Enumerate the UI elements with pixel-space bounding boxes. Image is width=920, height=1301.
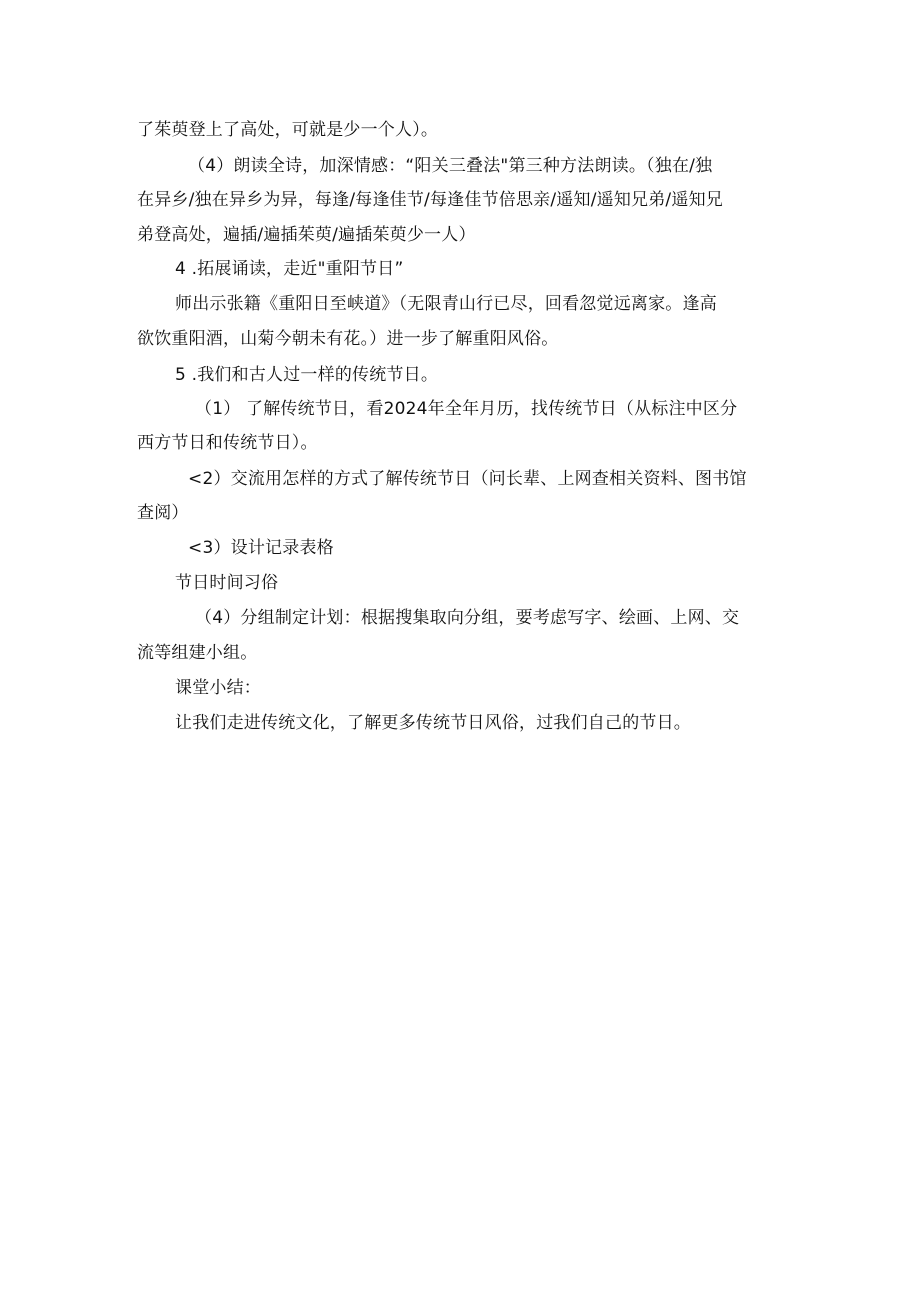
section-heading-summary: 课堂小结： — [175, 678, 261, 698]
heading-item-5: 5 .我们和古人过一样的传统节日。 — [175, 365, 439, 385]
text-line-6: 师出示张籍《重阳日至峡道》（无限青山行已尽，回看忽觉远离家。逢高 — [175, 294, 717, 314]
text-line-11: <2）交流用怎样的方式了解传统节日（问长辈、上网查相关资料、图书馆 — [188, 469, 747, 489]
text-line-13: <3）设计记录表格 — [188, 538, 334, 558]
text-line-18: 让我们走进传统文化，了解更多传统节日风俗，过我们自己的节日。 — [175, 713, 691, 733]
text-line-16: 流等组建小组。 — [137, 643, 258, 663]
text-line-2: （4）朗读全诗，加深情感：“阳关三叠法"第三种方法朗读。（独在/独 — [188, 156, 713, 176]
text-line-3: 在异乡/独在异乡为异，每逢/每逢佳节/每逢佳节倍思亲/遥知/遥知兄弟/遥知兄 — [137, 190, 723, 210]
text-line-15: （4）分组制定计划：根据搜集取向分组，要考虑写字、绘画、上网、交 — [195, 608, 740, 628]
text-line-7: 欲饮重阳酒，山菊今朝未有花。）进一步了解重阳风俗。 — [137, 329, 559, 349]
text-line-10: 西方节日和传统节日）。 — [137, 433, 318, 453]
text-line-14: 节日时间习俗 — [175, 573, 279, 593]
text-line-4: 弟登高处，遍插/遍插茱萸/遍插茱萸少一人） — [137, 225, 476, 245]
text-line-1: 了茱萸登上了高处，可就是少一个人）。 — [137, 120, 439, 140]
text-line-12: 查阅） — [137, 503, 189, 523]
heading-item-4: 4 .拓展诵读，走近"重阳节日” — [175, 259, 404, 279]
text-line-9: （1） 了解传统节日，看2024年全年月历，找传统节日（从标注中区分 — [195, 399, 738, 419]
